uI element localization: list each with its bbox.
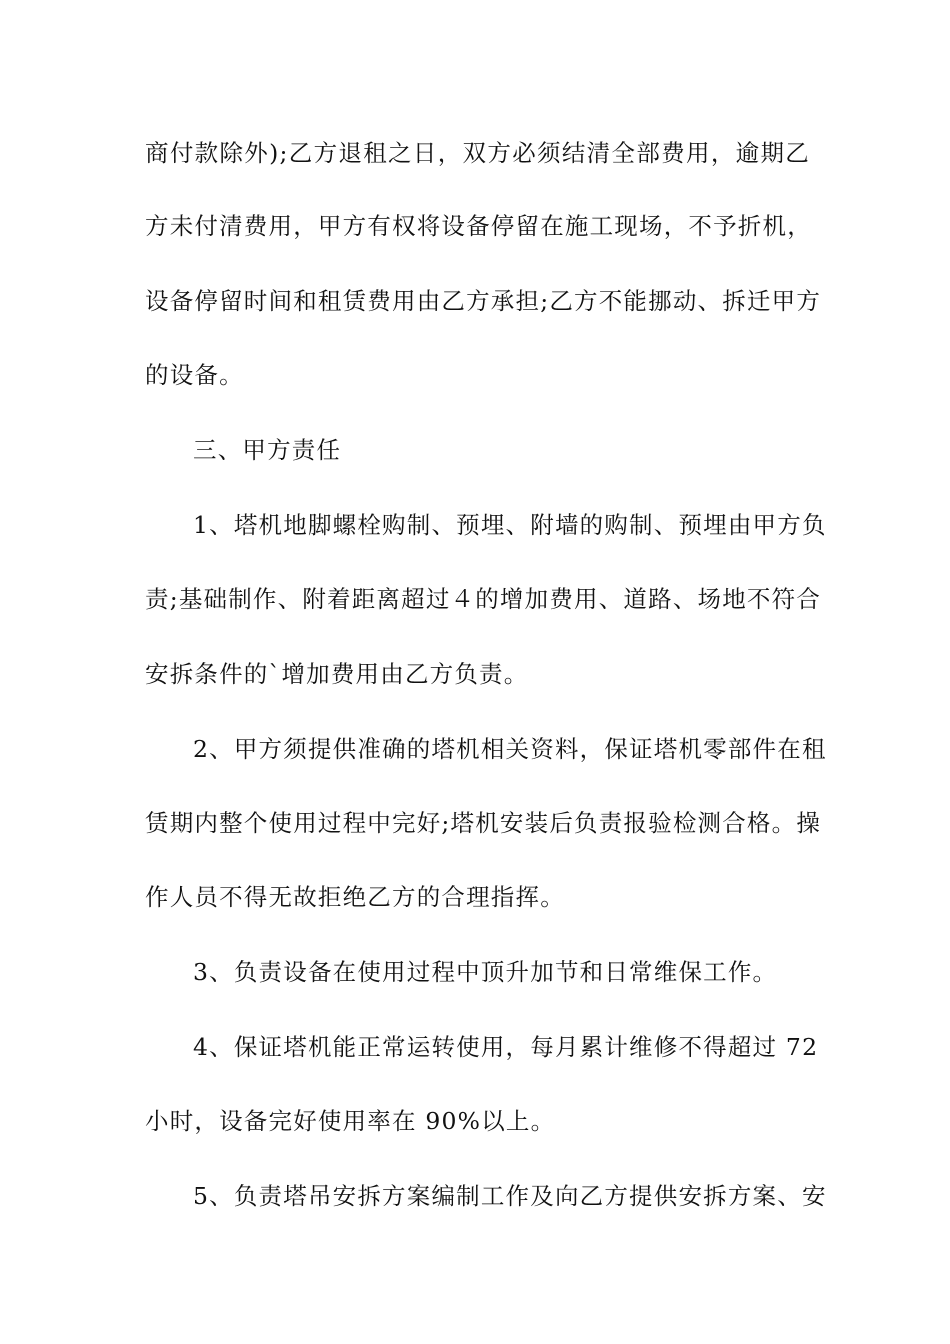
text-line: 5、负责塔吊安拆方案编制工作及向乙方提供安拆方案、安 bbox=[193, 1182, 827, 1210]
text-line: 赁期内整个使用过程中完好;塔机安装后负责报验检测合格。操 bbox=[145, 809, 822, 837]
section-heading: 三、甲方责任 bbox=[193, 436, 342, 464]
text-line: 1、塔机地脚螺栓购制、预埋、附墙的购制、预埋由甲方负 bbox=[193, 511, 827, 539]
text-line: 商付款除外);乙方退租之日，双方必须结清全部费用，逾期乙 bbox=[145, 139, 810, 167]
text-line: 安拆条件的`增加费用由乙方负责。 bbox=[145, 660, 529, 688]
text-line: 方未付清费用，甲方有权将设备停留在施工现场，不予折机， bbox=[145, 212, 812, 240]
text-line: 责;基础制作、附着距离超过４的增加费用、道路、场地不符合 bbox=[145, 585, 822, 613]
text-line: 4、保证塔机能正常运转使用，每月累计维修不得超过 72 bbox=[193, 1033, 819, 1061]
text-line: 小时，设备完好使用率在 90%以上。 bbox=[145, 1107, 556, 1135]
text-line: 2、甲方须提供准确的塔机相关资料，保证塔机零部件在租 bbox=[193, 735, 827, 763]
text-line: 3、负责设备在使用过程中顶升加节和日常维保工作。 bbox=[193, 958, 778, 986]
text-line: 设备停留时间和租赁费用由乙方承担;乙方不能挪动、拆迁甲方 bbox=[145, 287, 822, 315]
text-line: 的设备。 bbox=[145, 361, 244, 389]
text-line: 作人员不得无故拒绝乙方的合理指挥。 bbox=[145, 883, 565, 911]
